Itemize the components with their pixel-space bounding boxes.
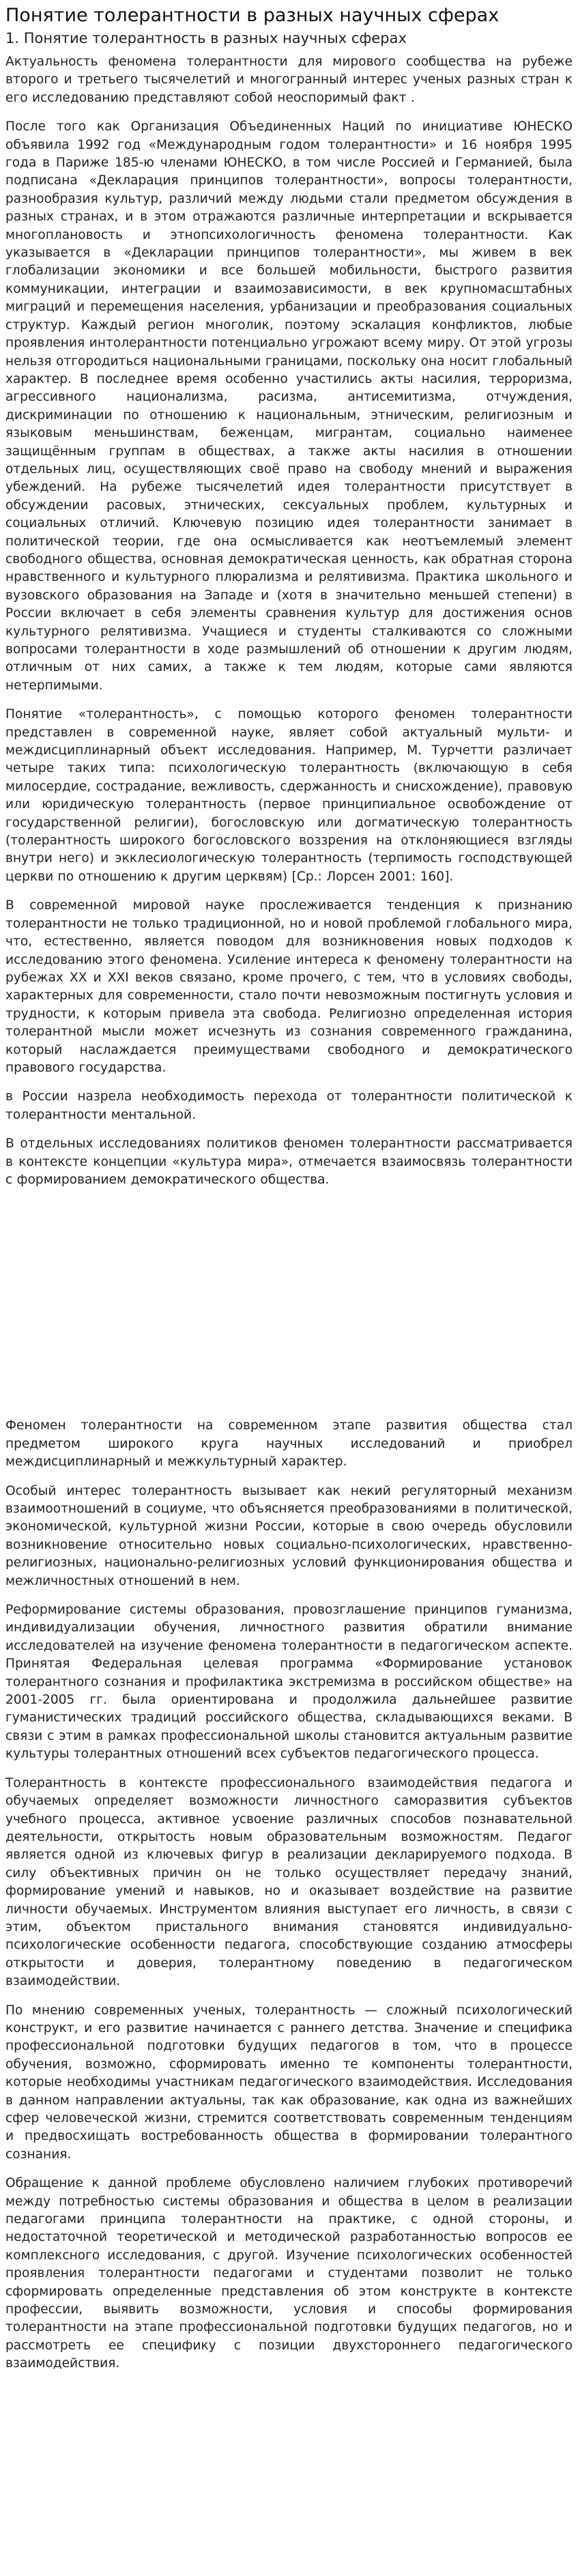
section-heading: 1. Понятие толерантность в разных научных сферах: [5, 30, 407, 46]
paragraph: Понятие «толерантность», с помощью которого феномен толерантности представлен в современной науке, являет собой актуальный мульти- и междисциплинарный объект исследования. Например, М. Турчетти различает четыре таких типа: психологическую толерантность (включающую в себя милосердие, сострадание, вежливость, сдержанность и снисхождение), правовую или юридическую толерантность (первое принципиальное освобождение от государственной религии), богословскую или догматическую толерантность (толерантность широкого богословского воззрения на отклоняющиеся взгляды внутри него) и экклесиологическую толерантность (терпимость господствующей церкви по отношению к другим церквям) [Ср.: Лорсен 2001: 160].: [5, 707, 573, 884]
paragraph: В современной мировой науке прослеживается тенденция к признанию толерантности не только традиционной, но и новой проблемой глобального мира, что, естественно, является поводом для возникновения новых подходов к исследованию этого феномена. Усиление интереса к феномену толерантности на рубежах XX и XXI веков связано, кроме прочего, с тем, что в условиях свободы, характерных для современности, стало почти невозможным постигнуть условия и трудности, к которым привела эта свобода. Религиозно определенная история толерантной мысли может исчезнуть из сознания современного гражданина, который наслаждается преимуществами свободного и демократического правового государства.: [5, 898, 573, 1075]
paragraph: в России назрела необходимость перехода от толерантности политической к толерантности ментальной.: [5, 1089, 573, 1122]
paragraph: Феномен толерантности на современном этапе развития общества стал предметом широкого круга научных исследований и приобрел междисциплинарный и межкультурный характер.: [5, 1418, 573, 1470]
paragraph: Толерантность в контексте профессионального взаимодействия педагога и обучаемых определяет возможности личностного саморазвития субъектов учебного процесса, активное усвоение различных способов познавательной деятельности, открытость новым образовательным возможностям. Педагог является одной из ключевых фигур в реализации декларируемого подхода. В силу объективных причин он не только осуществляет передачу знаний, формирование умений и навыков, но и оказывает воздействие на развитие личности обучаемых. Инструментом влияния выступает его личность, в связи с этим, объектом пристального внимания становятся индивидуально-психологические особенности педагога, способствующие созданию атмосферы открытости и доверия, толерантному поведению в педагогическом взаимодействии.: [5, 1775, 573, 1989]
document-page: [0, 4, 578, 2373]
paragraph: В отдельных исследованиях политиков феномен толерантности рассматривается в контексте концепции «культура мира», отмечается взаимосвязь толерантности с формированием демократического общества.: [5, 1136, 573, 1187]
paragraph: По мнению современных ученых, толерантность — сложный психологический конструкт, и его развитие начинается с раннего детства. Значение и специфика профессиональной подготовки будущих педагогов в том, что в процессе обучения, возможно, сформировать именно те компоненты толерантности, которые необходимы участникам педагогического взаимодействия. Исследования в данном направлении актуальны, так как образование, как одна из важнейших сфер человеческой жизни, стремится соответствовать современным тенденциям и предвосхищать востребованность общества в формировании толерантного сознания.: [5, 2003, 573, 2162]
blank-gap: [5, 1200, 573, 1417]
paragraph: Реформирование системы образования, провозглашение принципов гуманизма, индивидуализации обучения, личностного развития обратили внимание исследователей на изучение феномена толерантности в педагогическом аспекте. Принятая Федеральная целевая программа «Формирование установок толерантного сознания и профилактика экстремизма в российском обществе» на 2001-2005 гг. была ориентирована и продолжила дальнейшее развитие гуманистических традиций российского общества, складывающихся веками. В связи с этим в рамках профессиональной школы становится актуальным развитие культуры толерантных отношений всех субъектов педагогического процесса.: [5, 1603, 573, 1762]
paragraph: После того как Организация Объединенных Наций по инициативе ЮНЕСКО объявила 1992 год «Международным годом толерантности» и 16 ноября 1995 года в Париже 185-ю членами ЮНЕСКО, в том числе Россией и Германией, была подписана «Декларация принципов толерантности», вопросы толерантности, разнообразия культур, различий между людьми стали предметом обсуждения в разных странах, и в этом отражаются различные интерпретации и вскрывается многоплановость и этнопсихологичность феномена толерантности. Как указывается в «Декларации принципов толерантности», мы живем в век глобализации экономики и все большей мобильности, быстрого развития коммуникации, интеграции и взаимозависимости, в век крупномасштабных миграций и перемещения населения, урбанизации и преобразования социальных структур. Каждый регион многолик, поэтому эскалация конфликтов, любые проявления интолерантности потенциально угрожают всему миру. От этой угрозы нельзя отгородиться национальными границами, поскольку она носит глобальный характер. В последнее время особенно участились акты насилия, терроризма, агрессивного национализма, расизма, антисемитизма, отчуждения, дискриминации по отношению к национальным, этническим, религиозным и языковым меньшинствам, беженцам, мигрантам, социально наименее защищённым группам в обществах, а также акты насилия в отношении отдельных лиц, осуществляющих своё право на свободу мнений и выражения убеждений. На рубеже тысячелетий идея толерантности присутствует в обсуждении расовых, этнических, сексуальных проблем, культурных и социальных отличий. Ключевую позицию идея толерантности занимает в политической теории, где она осмысливается как неотъемлемый элемент свободного общества, основная демократическая ценность, как обратная сторона нравственного и культурного плюрализма и релятивизма. Практика школьного и вузовского образования на Западе и (хотя в значительно меньшей степени) в России включает в себя элементы сравнения культур для достижения основ культурного релятивизма. Учащиеся и студенты сталкиваются со сложными вопросами толерантности в ходе размышлений об отношении к другим людям, отличным от них самих, а также к тем людям, которые сами являются нетерпимыми.: [5, 119, 573, 693]
paragraph: Особый интерес толерантность вызывает как некий регуляторный механизм взаимоотношений в социуме, что объясняется преобразованиями в политической, экономической, культурной жизни России, которые в свою очередь обусловили возникновение относительно новых социально-психологических, нравственно-религиозных, национально-религиозных условий функционирования общества и межличностных отношений в нем.: [5, 1483, 573, 1588]
paragraph: Обращение к данной проблеме обусловлено наличием глубоких противоречий между потребностью системы образования и общества в целом в реализации педагогами принципа толерантности на практике, с одной стороны, и недостаточной теоретической и методической разработанностью вопросов ее комплексного исследования, с другой. Изучение психологических особенностей проявления толерантности педагогами и студентами позволит не только сформировать определенные представления об этом конструкте в контексте профессии, выявить возможности, условия и способы формирования толерантности на этапе профессиональной подготовки будущих педагогов, но и рассмотреть ее специфику с позиции двухстороннего педагогического взаимодействия.: [5, 2176, 573, 2371]
page-title: Понятие толерантности в разных научных сферах: [5, 5, 500, 26]
paragraph: Актуальность феномена толерантности для мирового сообщества на рубеже второго и третьего тысячелетий и многогранный интерес ученых разных стран к его исследованию представляют собой неоспоримый факт .: [5, 55, 573, 105]
